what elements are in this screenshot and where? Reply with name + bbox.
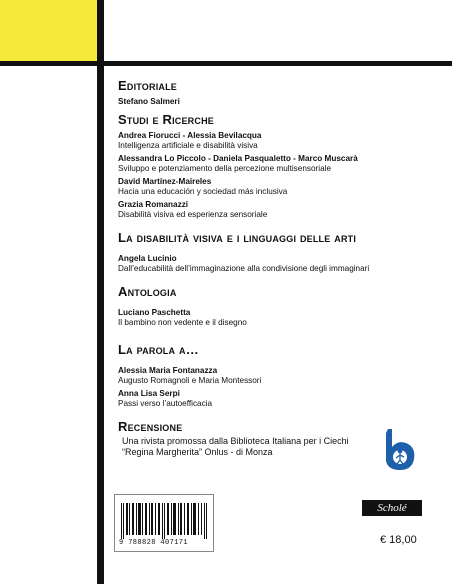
section-heading-recensione: Recensione [118,419,183,434]
yellow-block [0,0,97,61]
footer-line-1: Una rivista promossa dalla Biblioteca Italiana per i Ciechi [122,436,349,446]
author-name: Stefano Salmeri [118,97,180,106]
barcode-bars [121,503,207,539]
article-title: Augusto Romagnoli e Maria Montessori [118,376,262,385]
table-of-contents [118,78,438,435]
author-name: Alessia Maria Fontanazza [118,366,218,375]
price-label: € 18,00 [380,534,417,546]
publisher-logo: Scholé [362,500,422,516]
author-name: Alessandra Lo Piccolo - Daniela Pasqualetto - Marco Muscarà [118,154,358,163]
barcode [114,494,214,552]
author-name: Andrea Fiorucci - Alessia Bevilacqua [118,131,262,140]
vertical-black-bar [97,0,104,584]
author-name: Luciano Paschetta [118,308,191,317]
section-heading-disabilita: La disabilità visiva e i linguaggi delle arti [118,230,357,245]
section-heading-editoriale: Editoriale [118,78,178,93]
section-heading-antologia: Antologia [118,284,177,299]
author-name: Anna Lisa Serpi [118,389,180,398]
section-heading-parola: La parola a… [118,342,199,357]
author-name: Angela Lucinio [118,254,177,263]
author-name: David Martínez-Maireles [118,177,212,186]
footer-note [122,436,349,458]
barcode-number: 9 788828 407171 [119,539,189,547]
article-title: Passi verso l’autoefficacia [118,399,213,408]
article-title: Disabilità visiva ed esperienza sensoriale [118,210,268,219]
article-title: Dall’educabilità dell’immaginazione alla condivisione degli immaginari [118,264,370,273]
article-title: Sviluppo e potenziamento della percezione multisensoriale [118,164,332,173]
article-title: Hacia una educación y sociedad más inclusiva [118,187,288,196]
footer-line-2: “Regina Margherita” Onlus - di Monza [122,447,273,457]
article-title: Il bambino non vedente e il disegno [118,318,247,327]
author-name: Grazia Romanazzi [118,200,189,209]
biblioteca-logo-icon [378,427,418,472]
article-title: Intelligenza artificiale e disabilità visiva [118,141,258,150]
horizontal-black-bar [0,61,452,66]
section-heading-studi: Studi e Ricerche [118,112,214,127]
